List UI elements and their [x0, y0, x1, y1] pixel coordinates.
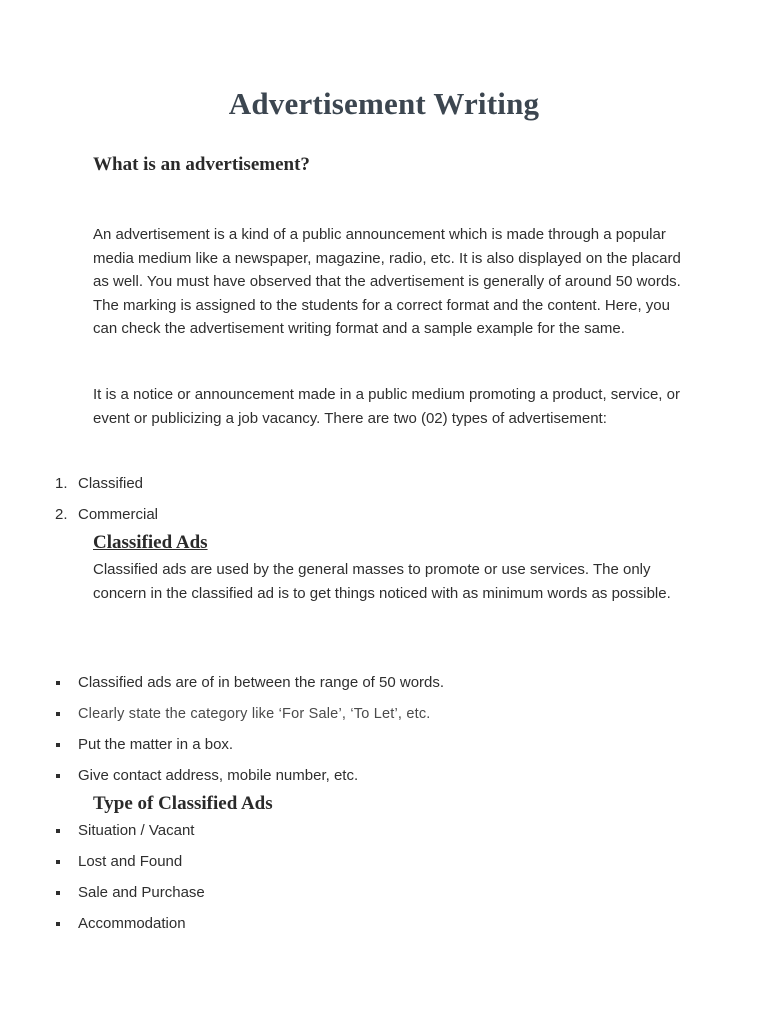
- list-item-label: Situation / Vacant: [78, 822, 195, 839]
- bullet-icon: [56, 681, 60, 685]
- classified-heading: Classified Ads: [93, 532, 208, 553]
- list-item-label: Commercial: [78, 506, 159, 523]
- intro-heading: What is an advertisement?: [93, 154, 310, 175]
- bullet-icon: [56, 922, 60, 926]
- bullet-icon: [56, 829, 60, 833]
- bullet-icon: [56, 774, 60, 778]
- classified-paragraph: Classified ads are used by the general masses to promote or use services. The only concern in the classified ad is to get things noticed with as minimum words as possible.: [93, 561, 671, 602]
- list-item-label: Lost and Found: [78, 853, 183, 870]
- list-item-label: Classified: [78, 475, 144, 492]
- list-number: 2.: [55, 506, 68, 523]
- list-number: 1.: [55, 475, 68, 492]
- bullet-icon: [56, 743, 60, 747]
- bullet-icon: [56, 891, 60, 895]
- page-title: Advertisement Writing: [228, 86, 540, 121]
- list-item-label: Classified ads are of in between the range of 50 words.: [78, 674, 445, 691]
- bullet-icon: [56, 712, 60, 716]
- list-item-label: Sale and Purchase: [78, 884, 205, 901]
- intro-paragraph: An advertisement is a kind of a public announcement which is made through a popular media medium like a newspaper, magazine, radio, etc. It is also displayed on the placard as well. You must have observed that the advertisement is generally of around 50 words. The marking is assigned to the students for a correct format and the content. Here, you can check the advertisement writing format and a sample example for the same.: [93, 226, 681, 337]
- list-item-label: Clearly state the category like ‘For Sale’, ‘To Let’, etc.: [78, 706, 431, 722]
- list-item-label: Put the matter in a box.: [78, 736, 234, 753]
- types-paragraph: It is a notice or announcement made in a public medium promoting a product, service, or event or publicizing a job vacancy. There are two (02) types of advertisement:: [93, 386, 680, 427]
- list-item-label: Accommodation: [78, 915, 186, 932]
- list-item-label: Give contact address, mobile number, etc.: [78, 767, 359, 784]
- bullet-icon: [56, 860, 60, 864]
- type-heading: Type of Classified Ads: [93, 793, 273, 814]
